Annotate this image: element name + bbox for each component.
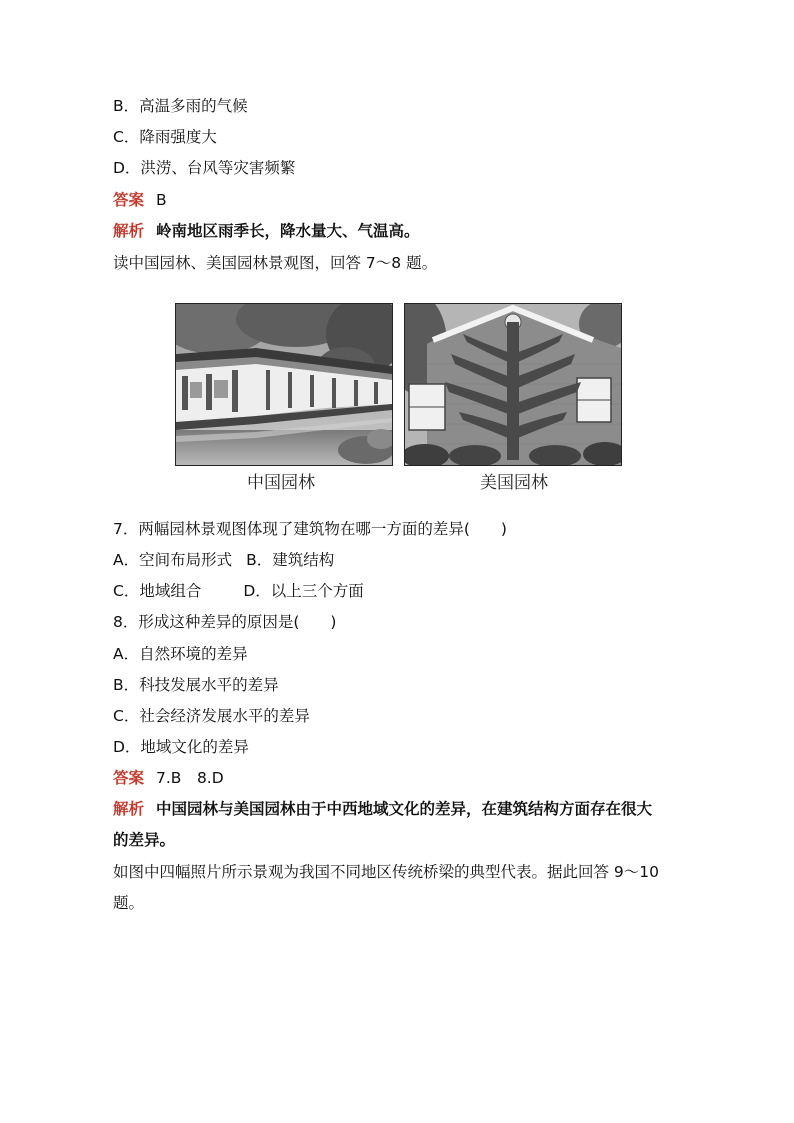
intro-7-8: 读中国园林、美国园林景观图，回答 7～8 题。 bbox=[113, 254, 438, 272]
q6-analysis bbox=[113, 221, 420, 241]
caption-chinese-garden: 中国园林 bbox=[247, 473, 315, 493]
q78-analysis bbox=[113, 799, 652, 819]
answer-label: 答案 bbox=[113, 769, 145, 787]
intro-9-10-continued: 题。 bbox=[113, 894, 145, 912]
q8-option-a: A．自然环境的差异 bbox=[113, 645, 248, 663]
q8-option-d: D．地域文化的差异 bbox=[113, 738, 249, 756]
american-garden-photo bbox=[404, 303, 622, 466]
q7-options-ab bbox=[113, 550, 334, 570]
answer-value: 7.B 8.D bbox=[156, 769, 224, 787]
q6-option-b: B．高温多雨的气候 bbox=[113, 97, 248, 115]
q8-option-b: B．科技发展水平的差异 bbox=[113, 676, 279, 694]
intro-9-10: 如图中四幅照片所示景观为我国不同地区传统桥梁的典型代表。据此回答 9～10 bbox=[113, 863, 660, 881]
q78-analysis-continued: 的差异。 bbox=[113, 831, 176, 849]
q6-option-d: D．洪涝、台风等灾害频繁 bbox=[113, 159, 296, 177]
q7-option-c: C．地域组合 bbox=[113, 582, 202, 600]
q7-options-cd bbox=[113, 581, 364, 601]
q7-stem: 7．两幅园林景观图体现了建筑物在哪一方面的差异( ) bbox=[113, 520, 507, 538]
analysis-text: 岭南地区雨季长，降水量大、气温高。 bbox=[156, 222, 420, 240]
q7-option-b: B．建筑结构 bbox=[246, 551, 335, 569]
answer-label: 答案 bbox=[113, 191, 145, 209]
q78-answer bbox=[113, 768, 224, 788]
q6-option-c: C．降雨强度大 bbox=[113, 128, 217, 146]
answer-value: B bbox=[156, 191, 167, 209]
q7-option-a: A．空间布局形式 bbox=[113, 551, 233, 569]
analysis-label: 解析 bbox=[113, 222, 145, 240]
q8-stem: 8．形成这种差异的原因是( ) bbox=[113, 613, 337, 631]
caption-american-garden: 美国园林 bbox=[480, 473, 548, 493]
analysis-text: 中国园林与美国园林由于中西地域文化的差异，在建筑结构方面存在很大 bbox=[156, 800, 653, 818]
chinese-garden-photo bbox=[175, 303, 393, 466]
q6-answer bbox=[113, 190, 167, 210]
q7-option-d: D．以上三个方面 bbox=[243, 582, 364, 600]
analysis-label: 解析 bbox=[113, 800, 145, 818]
q8-option-c: C．社会经济发展水平的差异 bbox=[113, 707, 310, 725]
